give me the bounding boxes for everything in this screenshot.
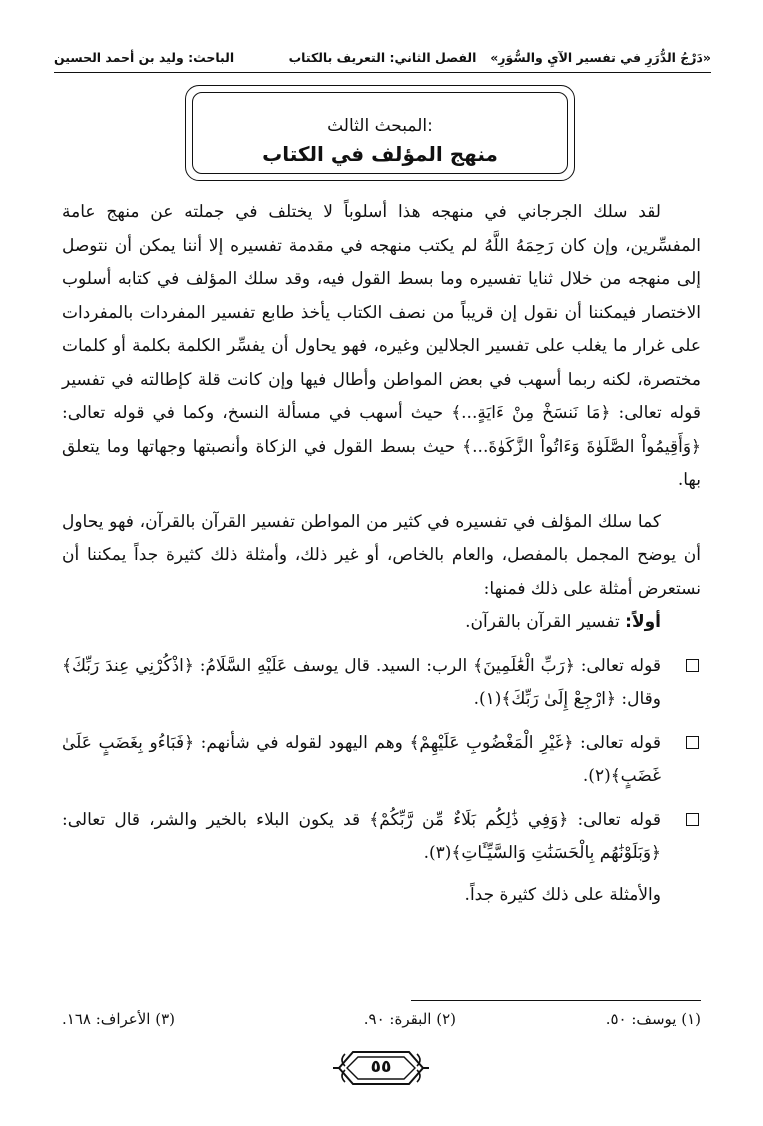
section-label: المبحث الثالث: xyxy=(327,116,433,136)
body-text xyxy=(62,196,701,912)
footnote-divider xyxy=(411,1000,701,1001)
page-number: ٥٥ xyxy=(370,1057,392,1077)
example-item xyxy=(62,804,701,871)
header-author: الباحث: وليد بن أحمد الحسين xyxy=(54,50,235,65)
checkbox-bullet-icon xyxy=(686,736,699,749)
example-item xyxy=(62,727,701,794)
header-divider xyxy=(54,72,711,73)
footnotes xyxy=(62,1010,701,1034)
closing-line: والأمثلة على ذلك كثيرة جداً. xyxy=(464,884,661,905)
footnote-3: (٣) الأعراف: ١٦٨. xyxy=(62,1010,175,1028)
example-heading-text: تفسير القرآن بالقرآن. xyxy=(465,612,620,632)
running-header xyxy=(54,44,711,74)
checkbox-bullet-icon xyxy=(686,813,699,826)
section-title: منهج المؤلف في الكتاب xyxy=(262,142,498,166)
page-number-ornament xyxy=(331,1046,431,1090)
footnote-1: (١) يوسف: ٥٠. xyxy=(605,1010,701,1028)
example-text: قوله تعالى: ﴿غَيْرِ الْمَغْضُوبِ عَلَيْهِمْ﴾ وهم اليهود لقوله في شأنهم: ﴿فَبَاءُو بِغَضَبٍ عَلَىٰ غَضَبٍ﴾(٢). xyxy=(62,732,661,786)
paragraph-intro: لقد سلك الجرجاني في منهجه هذا أسلوباً لا يختلف في جملته عن منهج عامة المفسِّرين، وإن كان رَحِمَهُ اللَّهُ لم يكتب منهجه في مقدمة تفسيره إلا أننا يمكن أن نتوصل إلى منهجه من خلال ثنايا تفسيره وما بسط القول فيه، وقد سلك المؤلف في كتابه أسلوب الاختصار فيمكننا أن نقول إن قريباً من نصف الكتاب يأخذ طابع تفسير المفردات بالمفردات على غرار ما يغلب على تفسير الجلالين وغيره، فهو يحاول أن يفسِّر الكلمة بكلمة أو كلمات مختصرة، لكنه ربما أسهب في بعض المواطن وأطال فيها وإن كانت قلة كإطالته في تفسير قوله تعالى: ﴿مَا نَنسَخْ مِنْ ءَايَةٍ...﴾ حيث أسهب في مسألة النسخ، وكما في قوله تعالى: ﴿وَأَقِيمُواْ الصَّلَوٰةَ وَءَاتُواْ الزَّكَوٰةَ...﴾ حيث بسط القول في الزكاة وأنصبتها وجهاتها وما يتعلق بها. xyxy=(62,202,701,490)
example-item xyxy=(62,650,701,717)
footnote-2: (٢) البقرة: ٩٠. xyxy=(363,1010,456,1028)
example-heading-number: أولاً: xyxy=(625,612,661,632)
checkbox-bullet-icon xyxy=(686,659,699,672)
section-title-frame xyxy=(185,85,575,181)
example-heading xyxy=(62,606,701,640)
paragraph-quran-by-quran: كما سلك المؤلف في تفسيره في كثير من المواطن تفسير القرآن بالقرآن، فهو يحاول أن يوضح المجمل بالمفصل، والعام بالخاص، أو غير ذلك، وأمثلة ذلك كثيرة جداً يمكننا أن نستعرض أمثلة على ذلك فمنها: xyxy=(62,511,701,599)
header-book-title: «دَرْجُ الدُّرَرِ في تفسير الآيِ والسُّوَرِ» xyxy=(490,50,711,65)
header-chapter: الفصل الثاني: التعريف بالكتاب xyxy=(288,50,477,65)
example-text: قوله تعالى: ﴿رَبِّ الْعَٰلَمِينَ﴾ الرب: السيد. قال يوسف عَلَيْهِ السَّلَامُ: ﴿اذْكُرْنِي عِندَ رَبِّكَ﴾ وقال: ﴿ارْجِعْ إِلَىٰ رَبِّكَ﴾(١). xyxy=(62,655,661,709)
example-text: قوله تعالى: ﴿وَفِي ذَٰلِكُم بَلَاءٌ مِّن رَّبِّكُمْ﴾ قد يكون البلاء بالخير والشر، قال تعالى: ﴿وَبَلَوْنَٰهُم بِالْحَسَنَٰتِ وَالسَّيِّـَٔاتِ﴾(٣). xyxy=(62,809,661,863)
